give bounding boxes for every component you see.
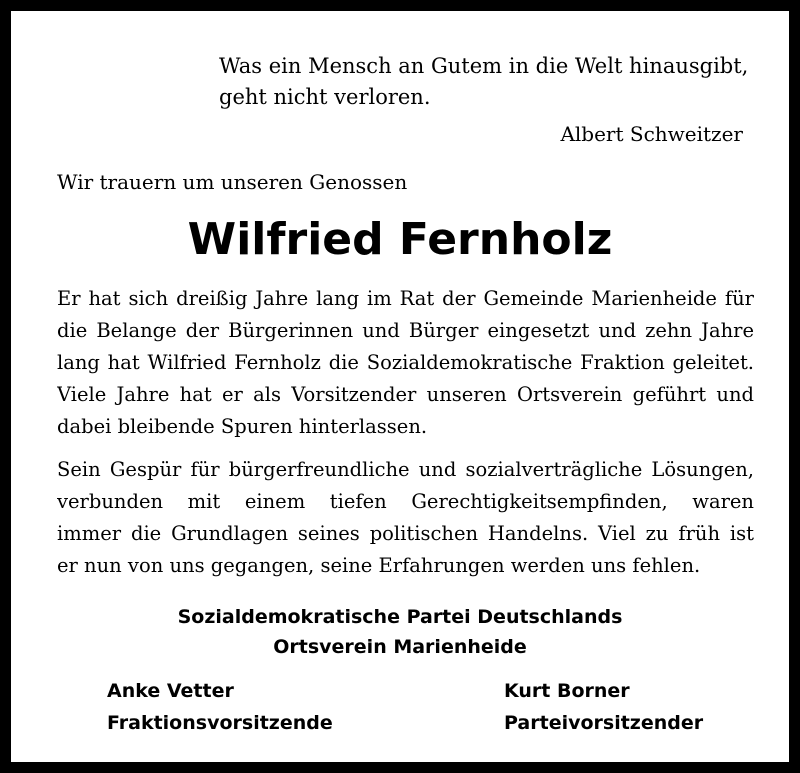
quote-author: Albert Schweitzer (560, 122, 743, 146)
branch-name: Ortsverein Marienheide (273, 636, 527, 658)
signatory-role: Fraktionsvorsitzende (107, 712, 333, 734)
paragraph-line: Sein Gespür für bürgerfreundliche und sozialverträgliche Lösungen, (57, 458, 754, 481)
signatory-left (107, 675, 333, 739)
quote-line: geht nicht verloren. (219, 85, 431, 109)
signatory-name: Anke Vetter (107, 680, 234, 702)
paragraph-line: die Belange der Bürgerinnen und Bürger eingesetzt und zehn Jahre (57, 319, 754, 342)
paragraph-line: er nun von uns gegangen, seine Erfahrungen werden uns fehlen. (57, 554, 701, 577)
organization-block (11, 602, 789, 662)
paragraph-line: verbunden mit einem tiefen Gerechtigkeitsempfinden, waren (57, 490, 754, 513)
mourning-intro: Wir trauern um unseren Genossen (57, 170, 408, 194)
epigraph-quote (219, 51, 754, 113)
tribute-paragraph-2 (57, 454, 754, 582)
signatory-role: Parteivorsitzender (504, 712, 704, 734)
quote-line: Was ein Mensch an Gutem in die Welt hinausgibt, (219, 54, 749, 78)
deceased-name: Wilfried Fernholz (187, 214, 613, 265)
signatory-right (504, 675, 703, 739)
paragraph-line: Er hat sich dreißig Jahre lang im Rat der Gemeinde Marienheide für (57, 287, 754, 310)
paragraph-line: Viele Jahre hat er als Vorsitzender unseren Ortsverein geführt und (57, 383, 754, 406)
paragraph-line: immer die Grundlagen seines politischen Handelns. Viel zu früh ist (57, 522, 754, 545)
tribute-paragraph-1 (57, 283, 754, 443)
signatory-name: Kurt Borner (504, 680, 630, 702)
paragraph-line: lang hat Wilfried Fernholz die Sozialdemokratische Fraktion geleitet. (57, 351, 754, 374)
paragraph-line: dabei bleibende Spuren hinterlassen. (57, 415, 428, 438)
party-name: Sozialdemokratische Partei Deutschlands (177, 606, 623, 628)
